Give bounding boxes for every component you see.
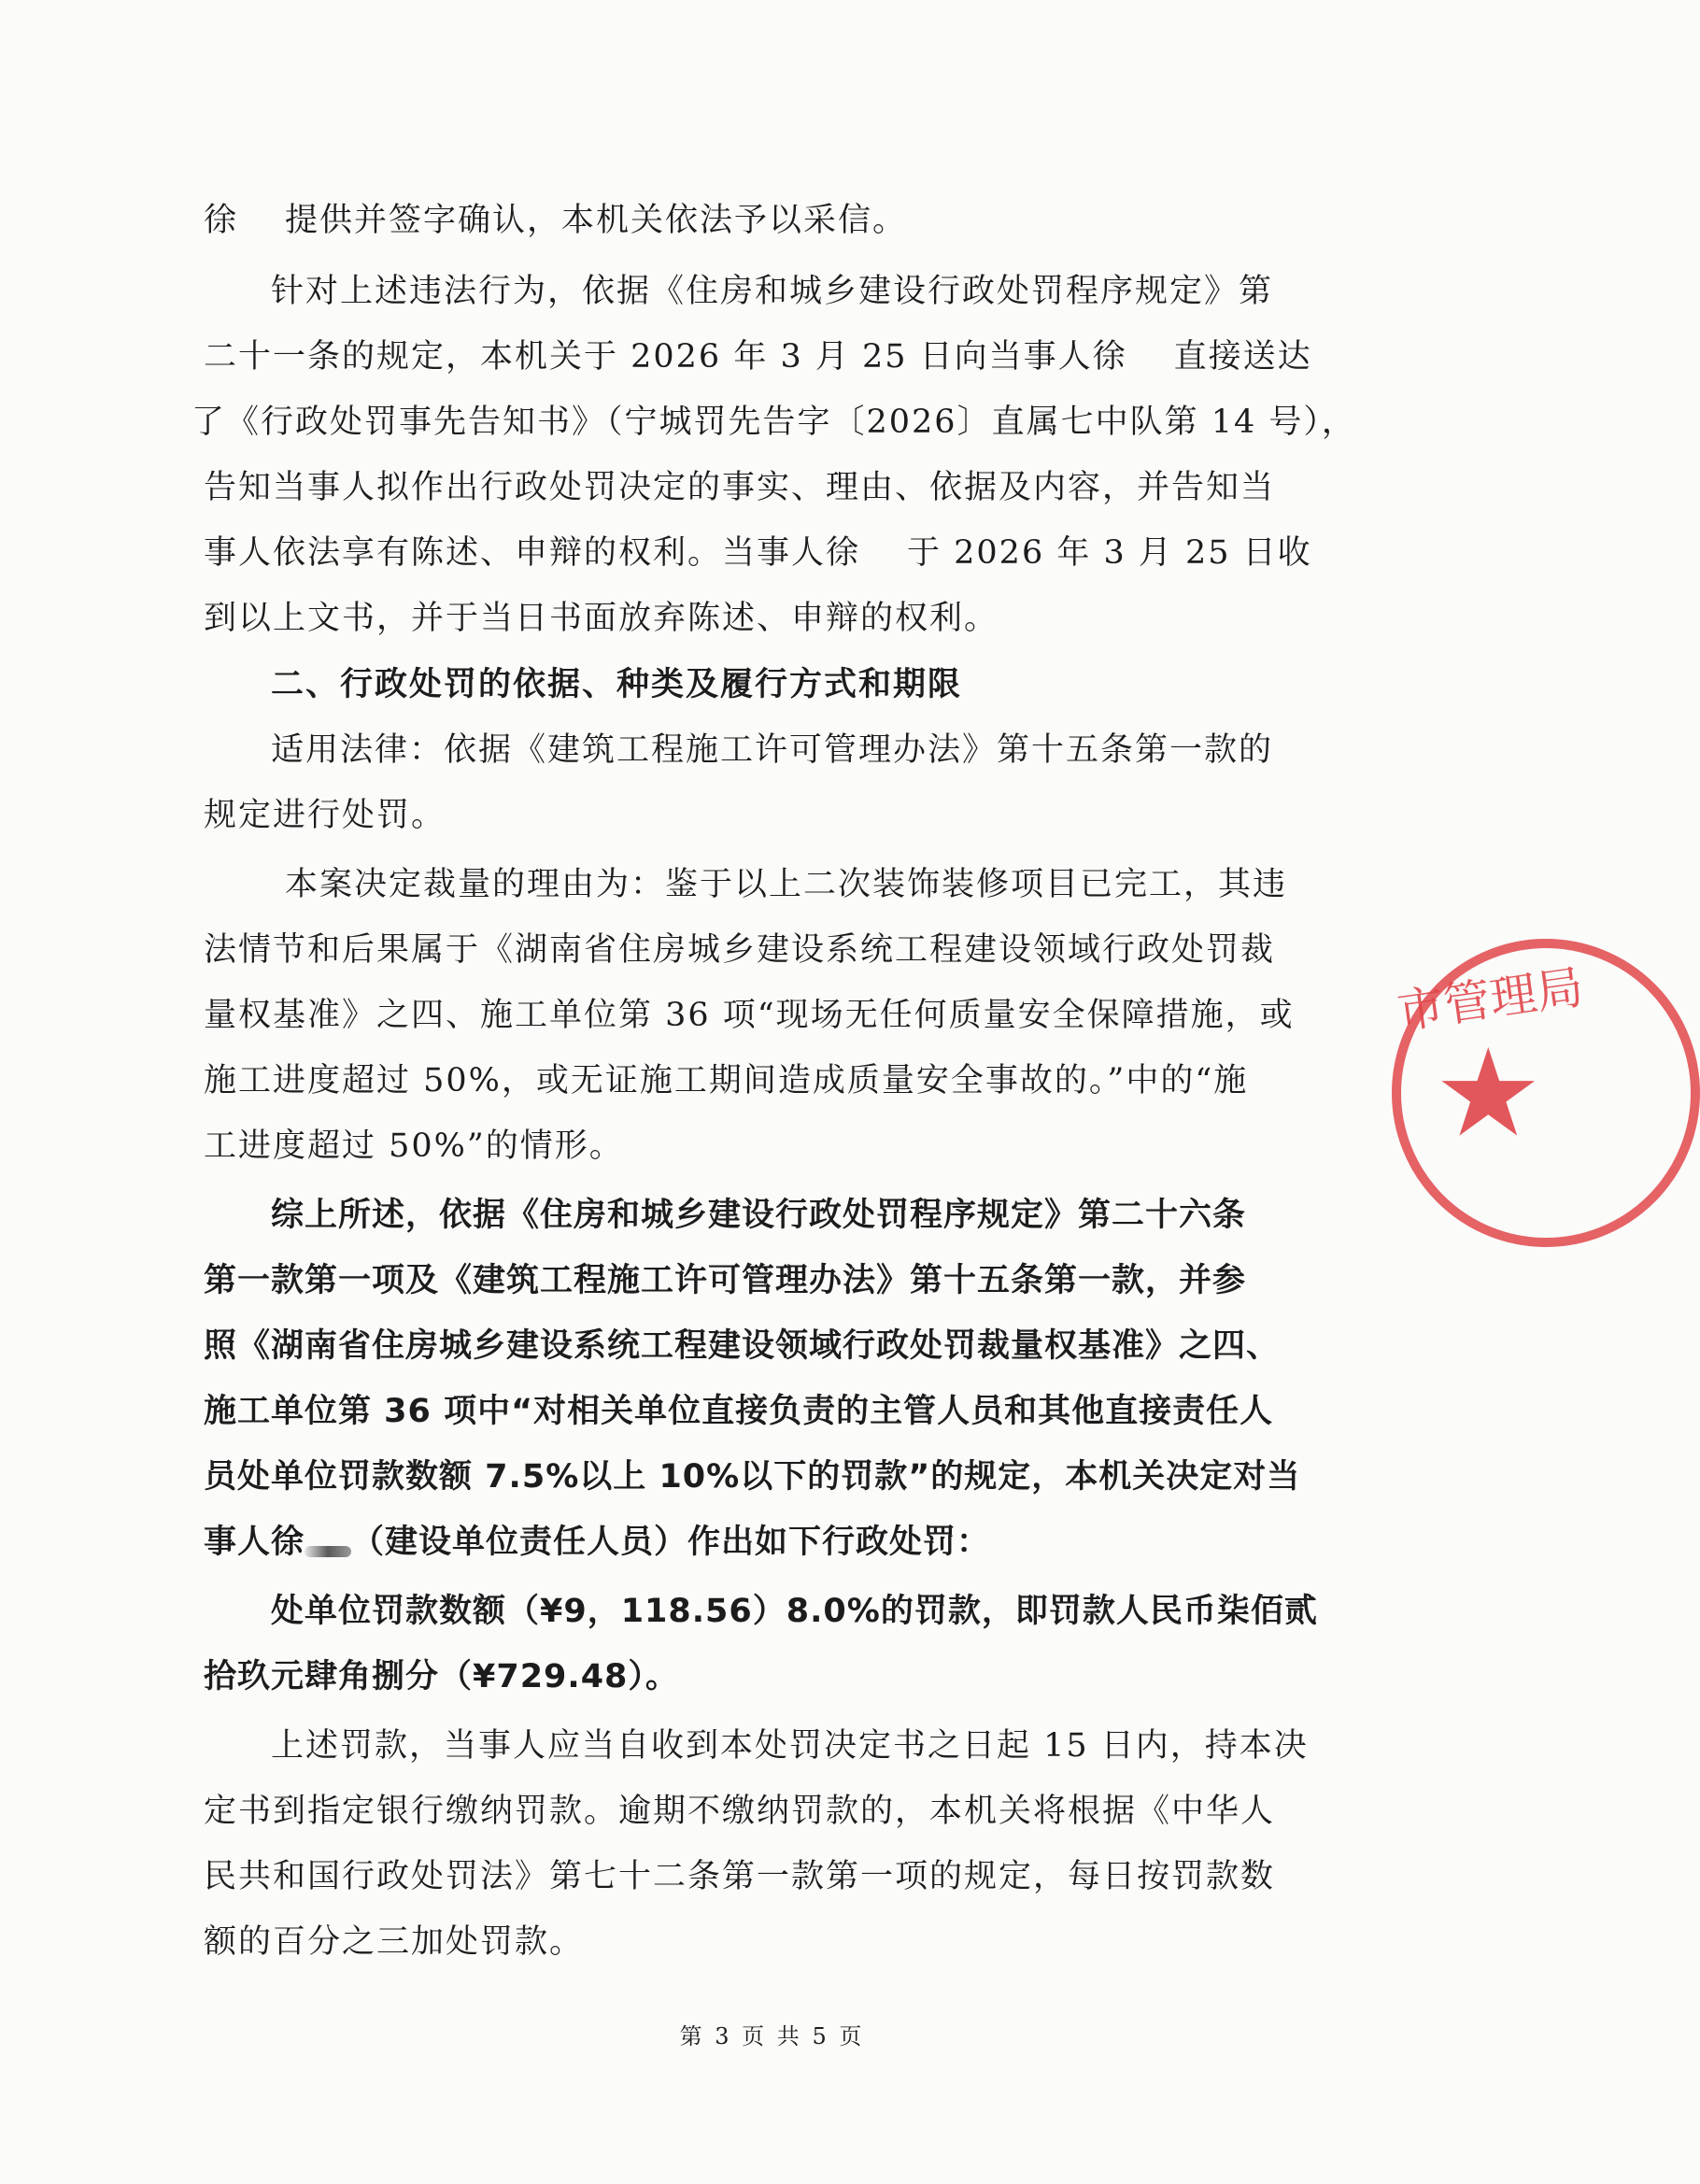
text-line-bold: 综上所述，依据《住房和城乡建设行政处罚程序规定》第二十六条 bbox=[271, 1197, 1247, 1234]
text-line: 规定进行处罚。 bbox=[204, 797, 446, 834]
text-line: 工进度超过 50%”的情形。 bbox=[204, 1127, 624, 1165]
text-line-bold: 拾玖元肆角捌分（¥729.48）。 bbox=[204, 1658, 679, 1695]
text-line-bold: 照《湖南省住房城乡建设系统工程建设领域行政处罚裁量权基准》之四、 bbox=[204, 1327, 1281, 1365]
text-line: 定书到指定银行缴纳罚款。逾期不缴纳罚款的，本机关将根据《中华人 bbox=[204, 1793, 1276, 1830]
text-line: 本案决定裁量的理由为：鉴于以上二次装饰装修项目已完工，其违 bbox=[285, 866, 1288, 903]
redaction bbox=[1127, 345, 1174, 373]
text-line: 额的百分之三加处罚款。 bbox=[204, 1923, 585, 1961]
text-line: 徐 提供并签字确认，本机关依法予以采信。 bbox=[204, 202, 908, 239]
redaction bbox=[305, 1546, 351, 1557]
seal-star-icon: ★ bbox=[1434, 1022, 1543, 1164]
text-line-bold: 员处单位罚款数额 7.5%以上 10%以下的罚款”的规定，本机关决定对当 bbox=[204, 1458, 1301, 1496]
text-line: 二十一条的规定，本机关于 2026 年 3 月 25 日向当事人徐 直接送达 bbox=[204, 338, 1312, 376]
seal-text: 市管理局 bbox=[1394, 959, 1587, 1040]
text-line-bold: 处单位罚款数额（¥9，118.56）8.0%的罚款，即罚款人民币柒佰贰 bbox=[271, 1593, 1318, 1630]
redaction bbox=[860, 541, 907, 569]
text-line: 事人依法享有陈述、申辩的权利。当事人徐 于 2026 年 3 月 25 日收 bbox=[204, 534, 1312, 572]
page-number: 第 3 页 共 5 页 bbox=[679, 2023, 865, 2049]
text-line-bold: 施工单位第 36 项中“对相关单位直接负责的主管人员和其他直接责任人 bbox=[204, 1393, 1274, 1430]
text-line-bold: 第一款第一项及《建筑工程施工许可管理办法》第十五条第一款，并参 bbox=[204, 1262, 1247, 1299]
redaction bbox=[238, 208, 285, 236]
text-line: 量权基准》之四、施工单位第 36 项“现场无任何质量安全保障措施，或 bbox=[204, 997, 1295, 1034]
text-line: 到以上文书，并于当日书面放弃陈述、申辩的权利。 bbox=[204, 600, 999, 637]
section-heading: 二、行政处罚的依据、种类及履行方式和期限 bbox=[271, 666, 963, 703]
text-line: 适用法律：依据《建筑工程施工许可管理办法》第十五条第一款的 bbox=[271, 731, 1274, 769]
text-line: 法情节和后果属于《湖南省住房城乡建设系统工程建设领域行政处罚裁 bbox=[204, 931, 1276, 969]
text-line: 民共和国行政处罚法》第七十二条第一款第一项的规定，每日按罚款数 bbox=[204, 1858, 1276, 1895]
text-line: 针对上述违法行为，依据《住房和城乡建设行政处罚程序规定》第 bbox=[271, 273, 1274, 310]
text-line-bold: 事人徐 （建设单位责任人员）作出如下行政处罚： bbox=[204, 1524, 991, 1561]
text-line: 上述罚款，当事人应当自收到本处罚决定书之日起 15 日内，持本决 bbox=[271, 1727, 1309, 1765]
text-line: 施工进度超过 50%，或无证施工期间造成质量安全事故的。”中的“施 bbox=[204, 1062, 1249, 1099]
text-line: 告知当事人拟作出行政处罚决定的事实、理由、依据及内容，并告知当 bbox=[204, 469, 1276, 506]
text-line: 了《行政处罚事先告知书》（宁城罚先告字〔2026〕直属七中队第 14 号）， bbox=[191, 404, 1356, 441]
